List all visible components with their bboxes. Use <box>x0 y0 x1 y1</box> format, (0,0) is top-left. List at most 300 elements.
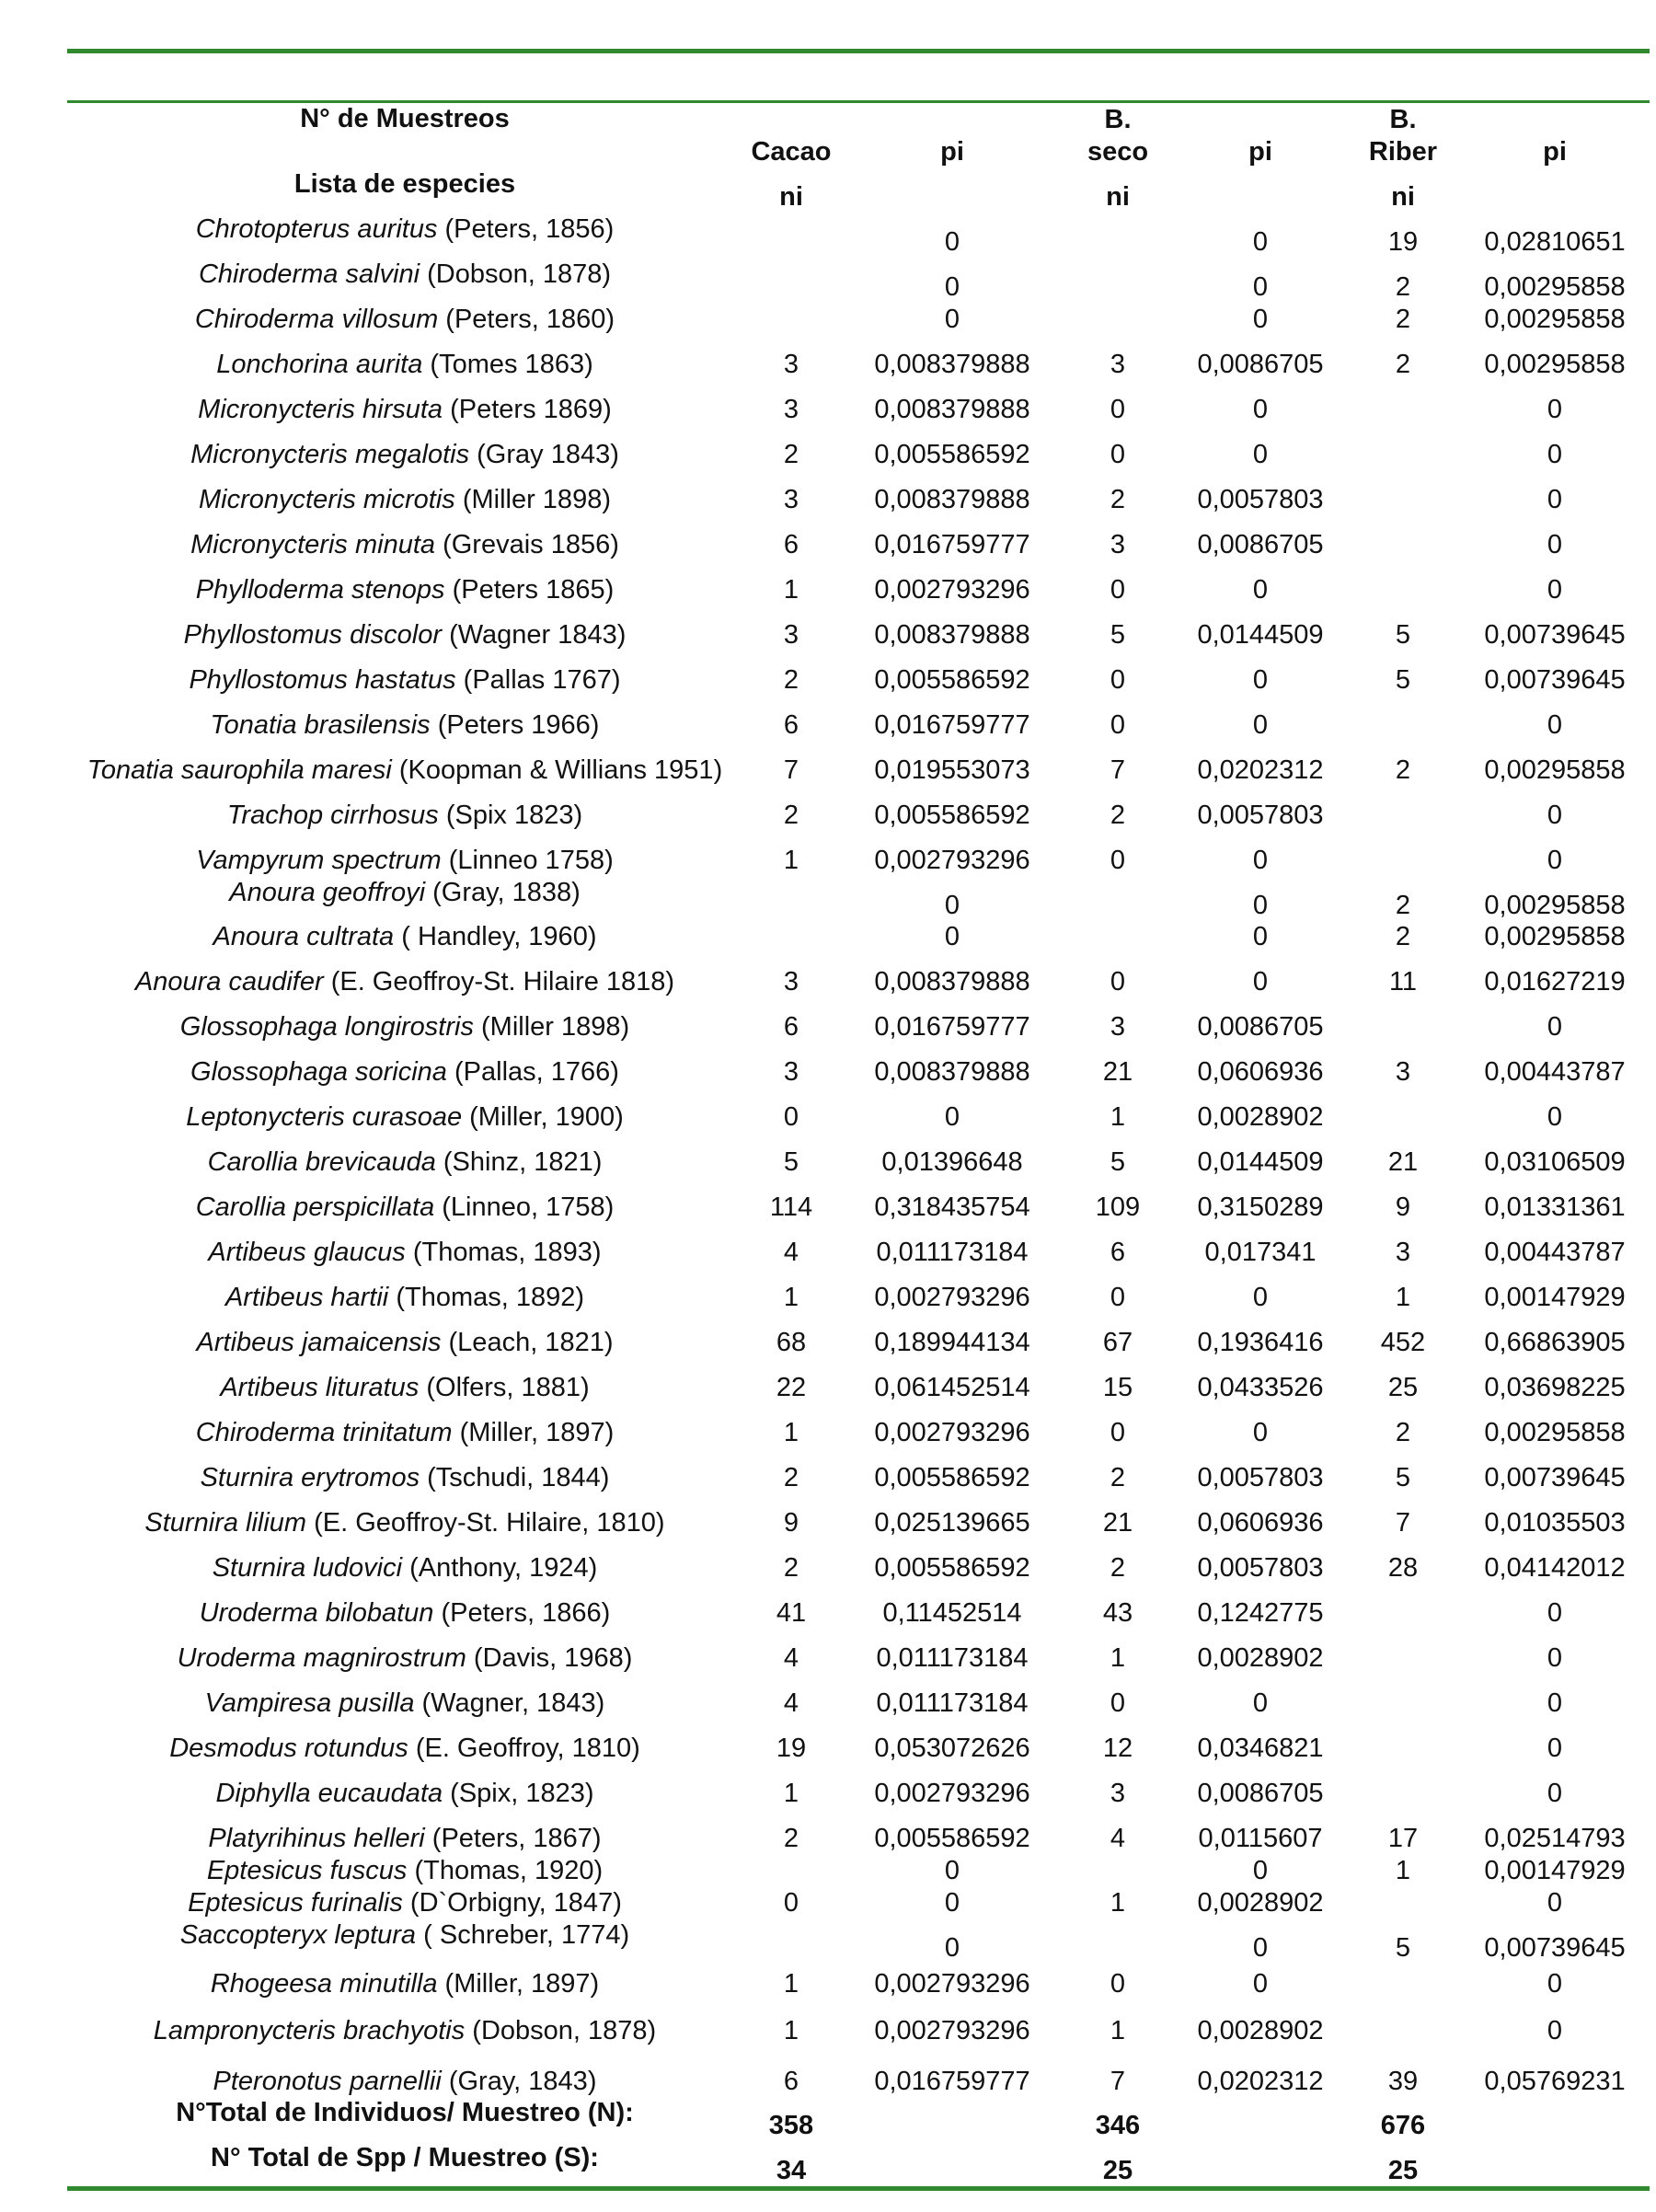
cell-seco-pi: 0 <box>1252 1688 1269 1718</box>
species-name <box>74 1101 736 1133</box>
cell-seco-pi: 0,1242775 <box>1197 1598 1324 1628</box>
cell-cacao-ni: 2 <box>783 1463 799 1492</box>
species-name <box>74 1282 736 1313</box>
cell-seco-ni: 15 <box>1102 1373 1133 1402</box>
cell-seco-pi: 0 <box>1252 891 1269 920</box>
species-authority: (Gray 1843) <box>469 440 619 469</box>
cell-seco-pi: 0,0086705 <box>1197 530 1324 559</box>
cell-cacao-pi: 0,011173184 <box>876 1238 1029 1267</box>
cell-seco-ni: 0 <box>1110 665 1126 695</box>
cell-riber-pi: 0 <box>1547 395 1563 424</box>
cell-seco-ni: 0 <box>1110 1283 1126 1312</box>
cell-seco-pi: 0 <box>1252 440 1269 469</box>
cell-cacao-ni: 0 <box>783 1888 799 1918</box>
cell-riber-pi: 0,00147929 <box>1484 1856 1626 1885</box>
header-briber-ni: ni <box>1391 182 1415 212</box>
total-individuos-riber: 676 <box>1380 2111 1426 2140</box>
species-binomial: Micronycteris minuta <box>190 530 436 559</box>
cell-cacao-ni: 1 <box>783 575 799 605</box>
species-authority: (Miller, 1900) <box>462 1102 624 1132</box>
species-authority: (Peters 1865) <box>444 575 615 605</box>
species-authority: (Shinz, 1821) <box>435 1147 603 1177</box>
cell-riber-pi: 0,66863905 <box>1484 1328 1626 1357</box>
cell-seco-ni: 0 <box>1110 710 1126 740</box>
cell-seco-pi: 0,3150289 <box>1197 1192 1324 1222</box>
species-authority: (Thomas, 1892) <box>388 1283 585 1312</box>
cell-cacao-pi: 0,002793296 <box>874 2016 1030 2045</box>
cell-seco-ni: 0 <box>1110 846 1126 875</box>
species-name <box>74 394 736 425</box>
cell-cacao-pi: 0,016759777 <box>874 1012 1030 1042</box>
cell-seco-ni: 2 <box>1110 801 1126 830</box>
cell-seco-ni: 7 <box>1110 755 1126 785</box>
cell-riber-pi: 0 <box>1547 1969 1563 1999</box>
cell-seco-ni: 5 <box>1110 1147 1126 1177</box>
cell-seco-pi: 0 <box>1252 665 1269 695</box>
cell-seco-ni: 0 <box>1110 440 1126 469</box>
cell-riber-ni: 3 <box>1395 1238 1411 1267</box>
species-name <box>74 1855 736 1886</box>
cell-cacao-ni: 1 <box>783 846 799 875</box>
total-individuos-cacao: 358 <box>768 2111 814 2140</box>
species-binomial: Sturnira ludovici <box>212 1553 403 1583</box>
cell-riber-ni: 1 <box>1395 1856 1411 1885</box>
cell-seco-pi: 0 <box>1252 227 1269 257</box>
cell-seco-ni: 2 <box>1110 1463 1126 1492</box>
header-lista-especies: Lista de especies <box>293 169 516 199</box>
cell-seco-pi: 0,0028902 <box>1197 1888 1324 1918</box>
cell-seco-ni: 43 <box>1102 1598 1133 1628</box>
cell-seco-pi: 0,017341 <box>1204 1238 1317 1267</box>
species-authority: (Pallas 1767) <box>455 665 621 695</box>
cell-seco-ni: 0 <box>1110 575 1126 605</box>
species-name <box>74 1968 736 1999</box>
cell-cacao-pi: 0,002793296 <box>874 1969 1030 1999</box>
cell-seco-pi: 0 <box>1252 710 1269 740</box>
species-name <box>74 877 736 908</box>
cell-seco-pi: 0,0057803 <box>1197 1463 1324 1492</box>
species-authority: (Miller, 1897) <box>437 1969 600 1999</box>
cell-riber-pi: 0,00295858 <box>1484 305 1626 334</box>
species-binomial: Anoura caudifer <box>134 967 324 997</box>
cell-seco-ni: 3 <box>1110 350 1126 379</box>
cell-cacao-pi: 0,318435754 <box>874 1192 1030 1222</box>
species-name <box>74 845 736 876</box>
species-name <box>74 304 736 335</box>
cell-cacao-ni: 3 <box>783 485 799 514</box>
cell-riber-pi: 0,01627219 <box>1484 967 1626 997</box>
cell-cacao-ni: 3 <box>783 1057 799 1087</box>
cell-riber-pi: 0,00739645 <box>1484 1463 1626 1492</box>
cell-cacao-pi: 0 <box>944 1888 960 1918</box>
cell-riber-pi: 0 <box>1547 1102 1563 1132</box>
cell-cacao-ni: 4 <box>783 1688 799 1718</box>
species-authority: (Spix 1823) <box>438 801 583 830</box>
species-authority: (Linneo, 1758) <box>434 1192 615 1222</box>
cell-cacao-ni: 7 <box>783 755 799 785</box>
cell-seco-ni: 0 <box>1110 1688 1126 1718</box>
species-binomial: Anoura geoffroyi <box>229 878 426 907</box>
cell-cacao-ni: 1 <box>783 2016 799 2045</box>
cell-riber-pi: 0 <box>1547 485 1563 514</box>
cell-seco-ni: 3 <box>1110 1779 1126 1808</box>
cell-cacao-pi: 0 <box>944 272 960 302</box>
cell-seco-pi: 0 <box>1252 272 1269 302</box>
species-authority: ( Schreber, 1774) <box>416 1920 630 1950</box>
cell-cacao-ni: 1 <box>783 1969 799 1999</box>
species-name <box>74 529 736 560</box>
species-binomial: Micronycteris microtis <box>199 485 455 514</box>
species-name <box>74 664 736 696</box>
cell-cacao-pi: 0,011173184 <box>876 1643 1029 1673</box>
species-name <box>74 800 736 831</box>
cell-cacao-ni: 19 <box>776 1734 807 1763</box>
species-authority: (Peters, 1856) <box>437 214 615 244</box>
species-authority: (E. Geoffroy-St. Hilaire, 1810) <box>306 1508 665 1538</box>
cell-cacao-pi: 0,016759777 <box>874 710 1030 740</box>
cell-cacao-pi: 0,189944134 <box>874 1328 1030 1357</box>
species-binomial: Diphylla eucaudata <box>215 1779 443 1808</box>
cell-seco-pi: 0,0086705 <box>1197 1779 1324 1808</box>
species-authority: (Peters, 1867) <box>424 1824 602 1853</box>
cell-seco-pi: 0,0086705 <box>1197 350 1324 379</box>
cell-cacao-ni: 2 <box>783 1824 799 1853</box>
cell-cacao-pi: 0,005586592 <box>874 440 1030 469</box>
cell-seco-pi: 0,0346821 <box>1197 1734 1324 1763</box>
species-binomial: Phyllostomus discolor <box>183 620 443 650</box>
cell-riber-ni: 2 <box>1395 350 1411 379</box>
cell-riber-pi: 0,00295858 <box>1484 922 1626 951</box>
cell-seco-pi: 0 <box>1252 1418 1269 1447</box>
species-authority: (Linneo 1758) <box>441 846 614 875</box>
cell-riber-pi: 0,05769231 <box>1484 2067 1626 2096</box>
total-individuos-label: N°Total de Individuos/ Muestreo (N): <box>176 2098 634 2127</box>
cell-cacao-pi: 0,008379888 <box>874 620 1030 650</box>
cell-seco-pi: 0 <box>1252 1969 1269 1999</box>
cell-riber-ni: 2 <box>1395 305 1411 334</box>
cell-seco-ni: 2 <box>1110 485 1126 514</box>
cell-cacao-pi: 0,005586592 <box>874 801 1030 830</box>
cell-seco-ni: 0 <box>1110 395 1126 424</box>
species-name <box>74 1192 736 1223</box>
cell-seco-ni: 5 <box>1110 620 1126 650</box>
species-binomial: Uroderma magnirostrum <box>177 1643 466 1673</box>
cell-seco-ni: 0 <box>1110 967 1126 997</box>
species-name <box>74 2066 736 2097</box>
species-authority: (Gray, 1838) <box>425 878 581 907</box>
species-authority: (Grevais 1856) <box>435 530 619 559</box>
species-binomial: Vampiresa pusilla <box>204 1688 415 1718</box>
species-binomial: Glossophaga longirostris <box>179 1012 474 1042</box>
cell-riber-ni: 2 <box>1395 272 1411 302</box>
cell-seco-ni: 1 <box>1110 1643 1126 1673</box>
cell-riber-pi: 0,00295858 <box>1484 1418 1626 1447</box>
cell-riber-ni: 1 <box>1395 1283 1411 1312</box>
species-binomial: Uroderma bilobatun <box>199 1598 434 1628</box>
cell-cacao-pi: 0,002793296 <box>874 1418 1030 1447</box>
species-authority: (Anthony, 1924) <box>402 1553 598 1583</box>
cell-riber-ni: 2 <box>1395 891 1411 920</box>
species-name <box>74 1327 736 1358</box>
species-binomial: Sturnira lilium <box>144 1508 307 1538</box>
species-binomial: Rhogeesa minutilla <box>210 1969 438 1999</box>
cell-seco-pi: 0 <box>1252 575 1269 605</box>
cell-seco-pi: 0,0028902 <box>1197 1643 1324 1673</box>
cell-seco-ni: 0 <box>1110 1969 1126 1999</box>
cell-riber-ni: 11 <box>1388 967 1418 997</box>
species-name <box>74 1417 736 1448</box>
cell-riber-ni: 21 <box>1387 1147 1419 1177</box>
species-binomial: Desmodus rotundus <box>169 1734 408 1763</box>
header-cacao: Cacao <box>751 137 832 167</box>
cell-seco-pi: 0,0115607 <box>1198 1824 1323 1853</box>
species-authority: (Olfers, 1881) <box>419 1373 590 1402</box>
cell-seco-ni: 21 <box>1102 1057 1133 1087</box>
species-name <box>74 619 736 651</box>
species-authority: (Spix, 1823) <box>443 1779 594 1808</box>
species-name <box>74 966 736 997</box>
cell-cacao-ni: 114 <box>769 1192 813 1222</box>
species-authority: (Peters, 1860) <box>438 305 615 334</box>
cell-riber-pi: 0 <box>1547 530 1563 559</box>
species-name <box>74 755 736 786</box>
cell-seco-ni: 1 <box>1110 2016 1126 2045</box>
species-authority: (Koopman & Willians 1951) <box>391 755 723 785</box>
species-name <box>74 1733 736 1764</box>
cell-cacao-pi: 0,002793296 <box>874 1283 1030 1312</box>
cell-seco-pi: 0 <box>1252 305 1269 334</box>
cell-riber-pi: 0,00739645 <box>1484 1933 1626 1963</box>
cell-seco-ni: 1 <box>1110 1102 1126 1132</box>
cell-cacao-pi: 0 <box>944 305 960 334</box>
cell-cacao-pi: 0 <box>944 1102 960 1132</box>
species-authority: (Wagner 1843) <box>442 620 627 650</box>
total-spp-cacao: 34 <box>776 2156 807 2185</box>
cell-riber-ni: 5 <box>1395 665 1411 695</box>
species-name <box>74 1507 736 1538</box>
cell-cacao-pi: 0,01396648 <box>881 1147 1023 1177</box>
cell-cacao-pi: 0,019553073 <box>874 755 1030 785</box>
total-spp-seco: 25 <box>1102 2156 1133 2185</box>
species-authority: (Dobson, 1878) <box>465 2016 657 2045</box>
cell-seco-pi: 0,0057803 <box>1197 1553 1324 1583</box>
species-binomial: Carollia perspicillata <box>195 1192 435 1222</box>
total-individuos-seco: 346 <box>1095 2111 1141 2140</box>
species-authority: (Peters 1869) <box>443 395 612 424</box>
cell-riber-ni: 2 <box>1395 755 1411 785</box>
cell-seco-pi: 0,0144509 <box>1197 1147 1324 1177</box>
header-briber-bottom: Riber <box>1368 137 1438 167</box>
cell-cacao-pi: 0,002793296 <box>874 1779 1030 1808</box>
species-authority: (Thomas, 1893) <box>405 1238 602 1267</box>
species-authority: (E. Geoffroy, 1810) <box>408 1734 640 1763</box>
cell-seco-pi: 0,0202312 <box>1197 2067 1324 2096</box>
cell-cacao-pi: 0,053072626 <box>874 1734 1030 1763</box>
species-binomial: Chiroderma trinitatum <box>195 1418 453 1447</box>
species-binomial: Saccopteryx leptura <box>179 1920 417 1950</box>
cell-riber-ni: 25 <box>1387 1373 1419 1402</box>
cell-riber-pi: 0,00295858 <box>1484 755 1626 785</box>
cell-riber-ni: 9 <box>1395 1192 1411 1222</box>
cell-seco-pi: 0,0028902 <box>1197 2016 1324 2045</box>
species-binomial: Artibeus glaucus <box>208 1238 406 1267</box>
cell-seco-ni: 109 <box>1095 1192 1141 1222</box>
header-cacao-ni: ni <box>779 182 803 212</box>
species-name <box>74 1462 736 1493</box>
cell-cacao-ni: 3 <box>783 620 799 650</box>
cell-riber-pi: 0,01035503 <box>1484 1508 1626 1538</box>
species-name <box>74 349 736 380</box>
species-binomial: Tonatia saurophila maresi <box>86 755 392 785</box>
species-binomial: Trachop cirrhosus <box>226 801 439 830</box>
cell-cacao-pi: 0,002793296 <box>874 575 1030 605</box>
header-briber-top: B. <box>1389 105 1417 134</box>
cell-riber-pi: 0 <box>1547 575 1563 605</box>
cell-riber-pi: 0 <box>1547 710 1563 740</box>
total-spp-riber: 25 <box>1387 2156 1419 2185</box>
header-bseco-ni: ni <box>1106 182 1130 212</box>
species-authority: (Miller 1898) <box>454 485 611 514</box>
species-authority: (Thomas, 1920) <box>407 1856 604 1885</box>
species-binomial: Lonchorina aurita <box>216 350 423 379</box>
cell-cacao-pi: 0,016759777 <box>874 530 1030 559</box>
species-authority: (Tschudi, 1844) <box>420 1463 610 1492</box>
cell-riber-pi: 0,04142012 <box>1484 1553 1626 1583</box>
cell-cacao-pi: 0,016759777 <box>874 2067 1030 2096</box>
cell-cacao-pi: 0,005586592 <box>874 1463 1030 1492</box>
species-name <box>74 439 736 470</box>
cell-seco-pi: 0,0057803 <box>1197 801 1324 830</box>
total-spp-label: N° Total de Spp / Muestreo (S): <box>211 2143 599 2172</box>
species-binomial: Micronycteris megalotis <box>190 440 470 469</box>
species-name <box>74 1919 736 1951</box>
species-binomial: Platyrihinus helleri <box>208 1824 425 1853</box>
cell-cacao-ni: 41 <box>776 1598 807 1628</box>
cell-riber-ni: 2 <box>1395 1418 1411 1447</box>
cell-cacao-pi: 0 <box>944 1933 960 1963</box>
species-authority: (Miller, 1897) <box>452 1418 615 1447</box>
cell-riber-ni: 7 <box>1395 1508 1411 1538</box>
species-authority: (Tomes 1863) <box>422 350 593 379</box>
species-name <box>74 213 736 245</box>
cell-riber-ni: 17 <box>1387 1824 1419 1853</box>
species-name <box>74 1597 736 1629</box>
cell-riber-pi: 0 <box>1547 1734 1563 1763</box>
species-binomial: Eptesicus fuscus <box>206 1856 408 1885</box>
species-name <box>74 2015 736 2046</box>
cell-cacao-pi: 0 <box>944 227 960 257</box>
header-bseco-pi: pi <box>1248 137 1272 167</box>
species-name <box>74 574 736 605</box>
cell-cacao-pi: 0,011173184 <box>876 1688 1029 1718</box>
cell-cacao-pi: 0 <box>944 891 960 920</box>
bottom-rule <box>67 2186 1650 2191</box>
cell-seco-pi: 0,0144509 <box>1197 620 1324 650</box>
cell-cacao-ni: 3 <box>783 350 799 379</box>
species-authority: (Pallas, 1766) <box>446 1057 619 1087</box>
header-muestreos: N° de Muestreos <box>300 104 510 133</box>
cell-riber-ni: 2 <box>1395 922 1411 951</box>
cell-seco-pi: 0 <box>1252 922 1269 951</box>
cell-cacao-pi: 0,005586592 <box>874 1824 1030 1853</box>
cell-riber-ni: 5 <box>1395 620 1411 650</box>
header-bseco-bottom: seco <box>1087 137 1149 167</box>
cell-riber-pi: 0,02514793 <box>1484 1824 1626 1853</box>
cell-cacao-pi: 0,005586592 <box>874 665 1030 695</box>
cell-riber-pi: 0 <box>1547 440 1563 469</box>
cell-riber-pi: 0,00295858 <box>1484 891 1626 920</box>
cell-cacao-ni: 5 <box>783 1147 799 1177</box>
cell-cacao-ni: 6 <box>783 710 799 740</box>
cell-seco-pi: 0,0028902 <box>1197 1102 1324 1132</box>
species-binomial: Pteronotus parnellii <box>213 2067 442 2096</box>
cell-cacao-ni: 0 <box>783 1102 799 1132</box>
cell-riber-pi: 0,00295858 <box>1484 272 1626 302</box>
cell-riber-ni: 28 <box>1387 1553 1419 1583</box>
species-binomial: Vampyrum spectrum <box>196 846 442 875</box>
cell-riber-ni: 3 <box>1395 1057 1411 1087</box>
cell-cacao-ni: 1 <box>783 1283 799 1312</box>
cell-riber-pi: 0 <box>1547 1888 1563 1918</box>
species-authority: (Wagner, 1843) <box>414 1688 605 1718</box>
cell-riber-ni: 452 <box>1380 1328 1426 1357</box>
cell-seco-ni: 3 <box>1110 530 1126 559</box>
species-binomial: Lampronycteris brachyotis <box>153 2016 466 2045</box>
species-binomial: Sturnira erytromos <box>200 1463 420 1492</box>
species-binomial: Leptonycteris curasoae <box>186 1102 463 1132</box>
cell-seco-pi: 0,0606936 <box>1197 1508 1324 1538</box>
species-binomial: Eptesicus furinalis <box>188 1888 403 1918</box>
cell-seco-ni: 12 <box>1102 1734 1133 1763</box>
cell-riber-pi: 0,00739645 <box>1484 620 1626 650</box>
cell-riber-pi: 0,00739645 <box>1484 665 1626 695</box>
cell-riber-pi: 0 <box>1547 801 1563 830</box>
cell-cacao-pi: 0 <box>944 922 960 951</box>
cell-seco-ni: 2 <box>1110 1553 1126 1583</box>
species-authority: ( Handley, 1960) <box>394 922 597 951</box>
cell-seco-ni: 4 <box>1110 1824 1126 1853</box>
species-name <box>74 1552 736 1584</box>
species-name <box>74 1372 736 1403</box>
cell-riber-pi: 0,03106509 <box>1484 1147 1626 1177</box>
cell-seco-ni: 21 <box>1102 1508 1133 1538</box>
cell-seco-ni: 67 <box>1102 1328 1133 1357</box>
cell-riber-pi: 0 <box>1547 1688 1563 1718</box>
species-name <box>74 1823 736 1854</box>
cell-cacao-pi: 0,008379888 <box>874 350 1030 379</box>
cell-cacao-ni: 4 <box>783 1643 799 1673</box>
header-cacao-pi: pi <box>940 137 964 167</box>
species-name <box>74 1011 736 1043</box>
cell-seco-pi: 0,0086705 <box>1197 1012 1324 1042</box>
species-binomial: Artibeus jamaicensis <box>196 1328 442 1357</box>
cell-seco-pi: 0,0057803 <box>1197 485 1324 514</box>
cell-riber-pi: 0 <box>1547 1643 1563 1673</box>
header-bseco-top: B. <box>1104 105 1132 134</box>
cell-riber-pi: 0 <box>1547 1779 1563 1808</box>
species-authority: (Peters, 1866) <box>433 1598 611 1628</box>
species-binomial: Artibeus lituratus <box>220 1373 420 1402</box>
species-binomial: Anoura cultrata <box>213 922 395 951</box>
cell-riber-pi: 0,01331361 <box>1484 1192 1626 1222</box>
cell-riber-ni: 5 <box>1395 1463 1411 1492</box>
species-binomial: Tonatia brasilensis <box>210 710 431 740</box>
cell-cacao-pi: 0,008379888 <box>874 395 1030 424</box>
cell-seco-ni: 1 <box>1110 1888 1126 1918</box>
cell-seco-pi: 0 <box>1252 1856 1269 1885</box>
species-binomial: Carollia brevicauda <box>207 1147 436 1177</box>
cell-cacao-ni: 22 <box>776 1373 807 1402</box>
